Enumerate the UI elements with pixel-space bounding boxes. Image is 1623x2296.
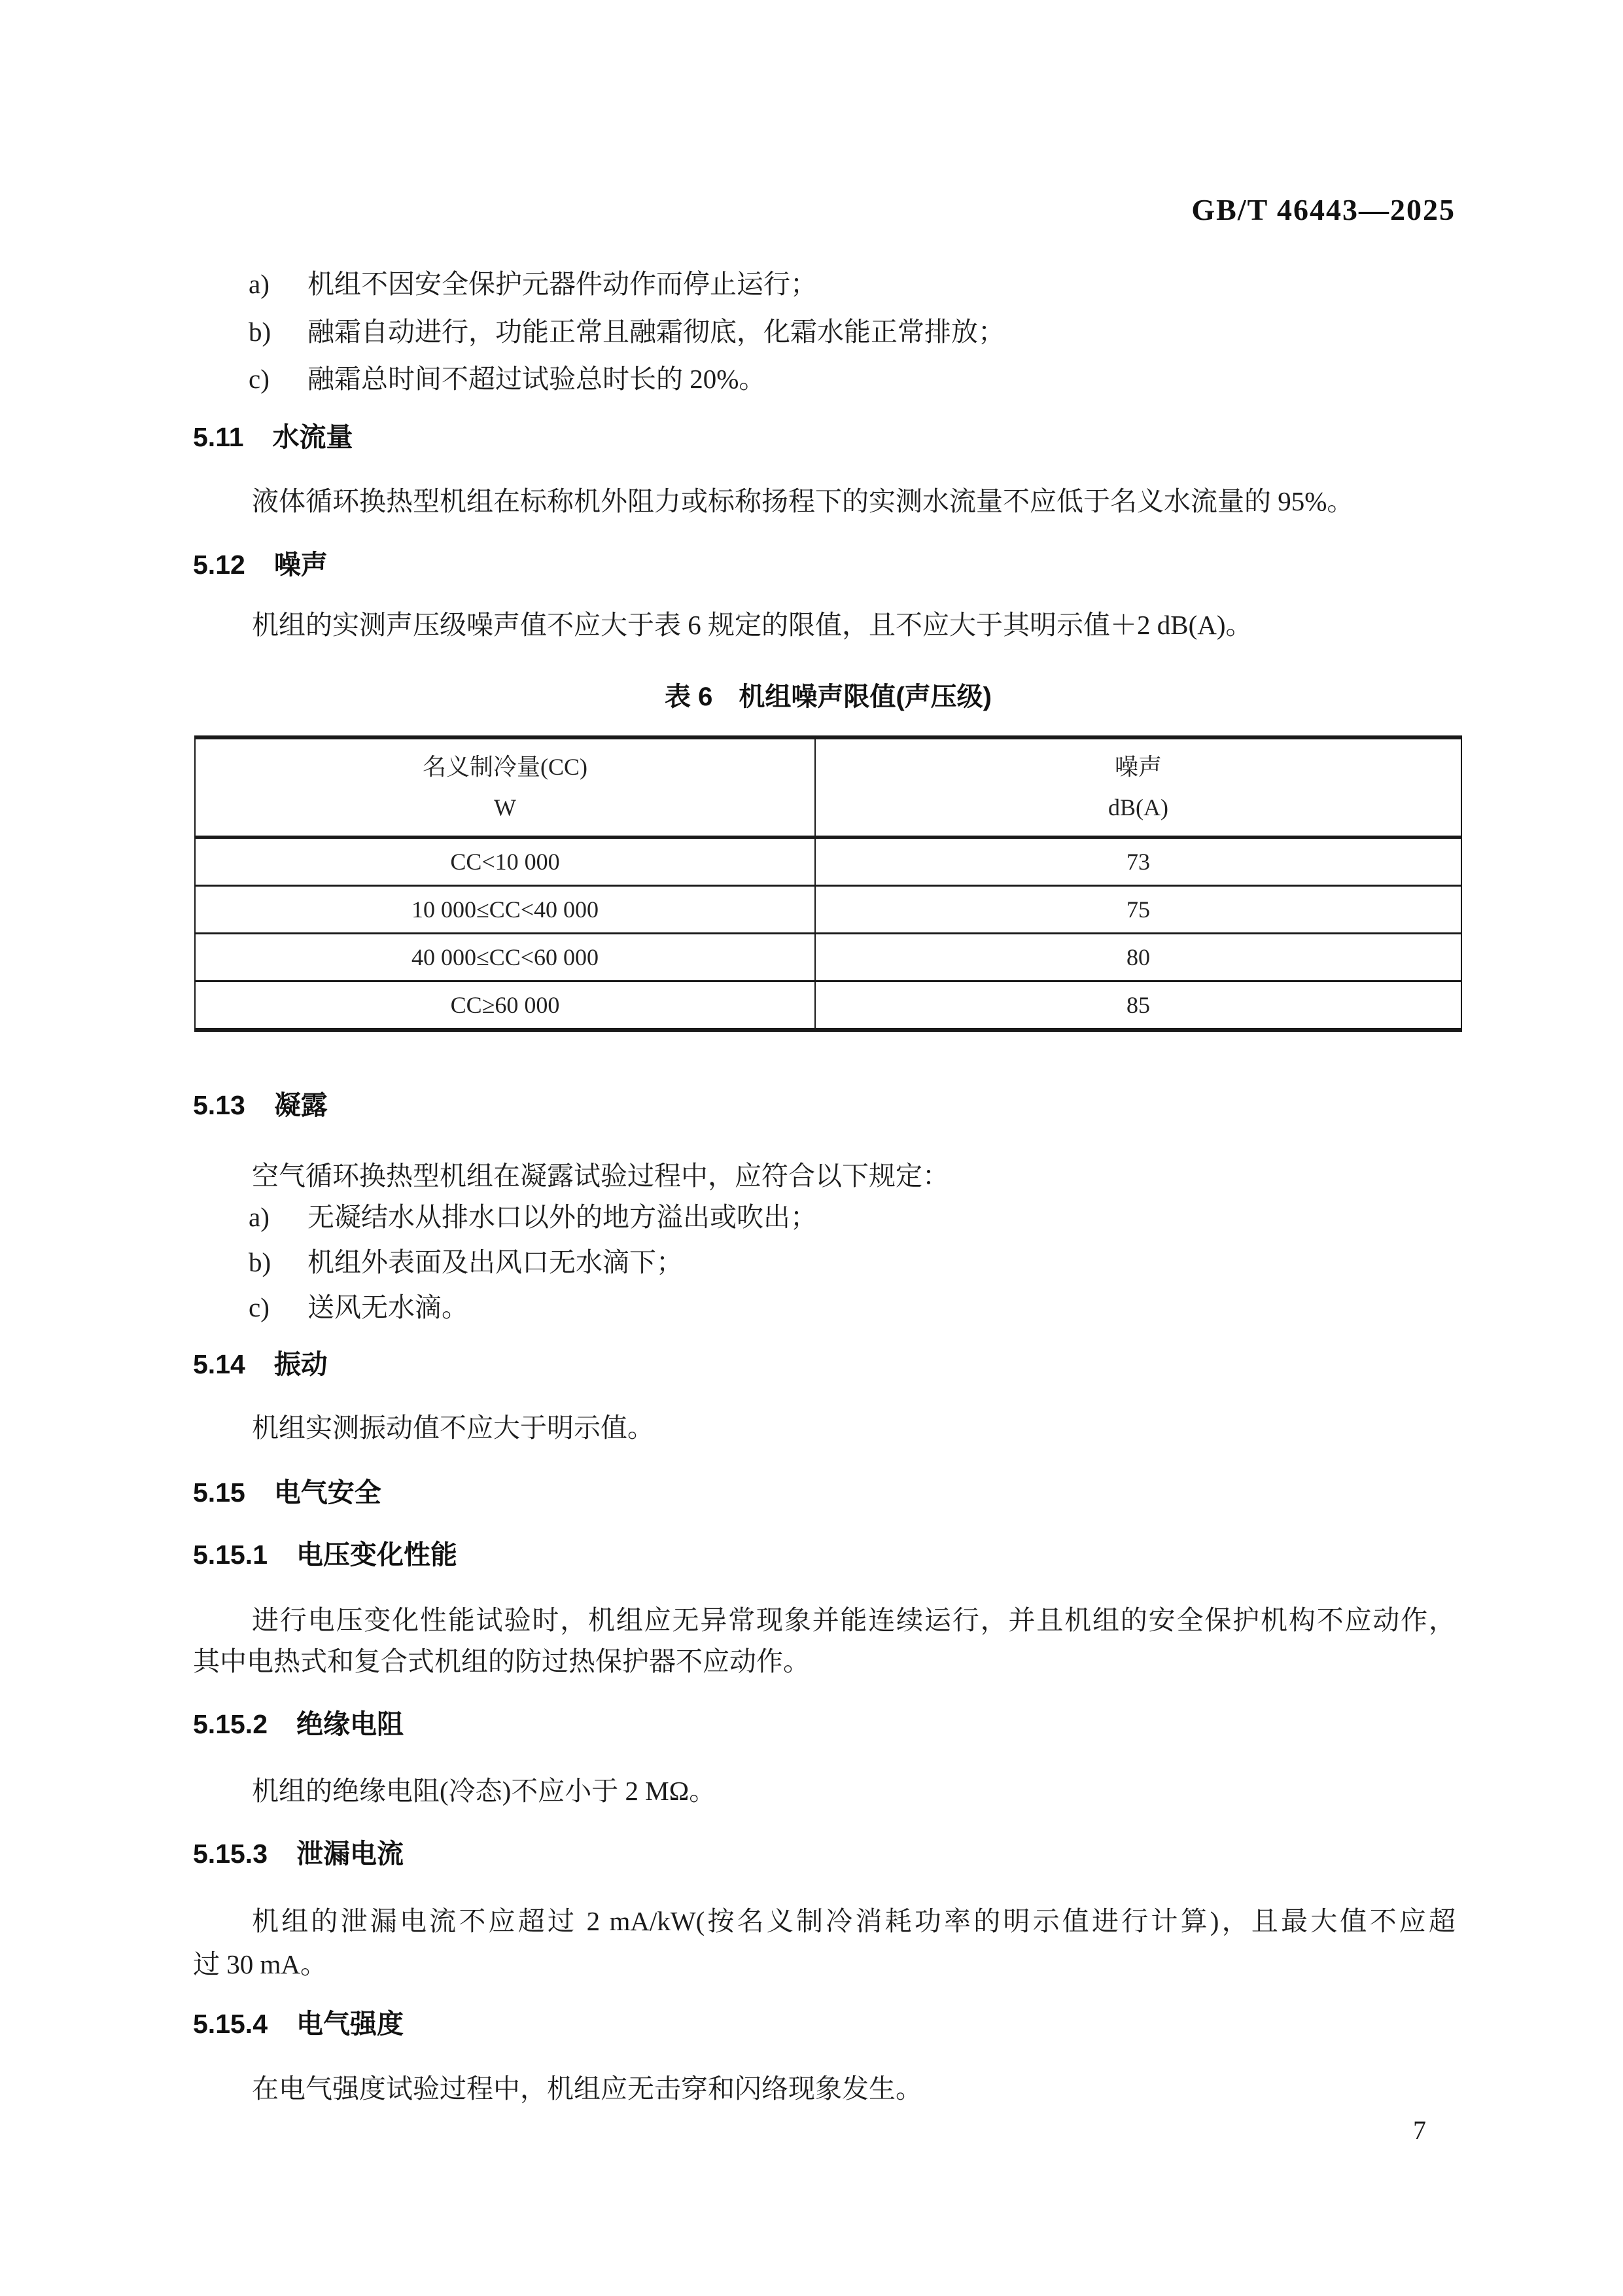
- paragraph-line: 其中电热式和复合式机组的防过热保护器不应动作。: [193, 1646, 810, 1676]
- section-title: 电气安全: [273, 1477, 381, 1508]
- section-number: 5.15: [193, 1477, 245, 1508]
- section-title: 电气强度: [296, 2009, 404, 2039]
- noise-limit-table: [194, 735, 1462, 1032]
- section-heading-5-15-2: [193, 1709, 1456, 1740]
- section-number: 5.15.4: [193, 2009, 268, 2039]
- paragraph-line: 过 30 mA。: [193, 1949, 327, 1979]
- table-header-row: [196, 739, 1461, 839]
- paragraph: [193, 1600, 1456, 1682]
- section-number: 5.14: [193, 1349, 245, 1379]
- table-row: [196, 934, 1461, 982]
- list-marker: b): [249, 1247, 271, 1277]
- page-number: 7: [1413, 2115, 1426, 2145]
- paragraph: 液体循环换热型机组在标称机外阻力或标称扬程下的实测水流量不应低于名义水流量的 95%。: [252, 486, 1354, 516]
- standard-number-header: GB/T 46443—2025: [1191, 193, 1456, 226]
- section-heading-5-14: [193, 1349, 1456, 1380]
- capacity-range-cell: 40 000≤CC<60 000: [196, 934, 816, 980]
- noise-value-cell: 75: [1126, 896, 1150, 923]
- section-title: 凝露: [273, 1090, 328, 1120]
- list-item: [193, 1200, 1456, 1235]
- section-title: 振动: [273, 1349, 328, 1379]
- section-title: 电压变化性能: [296, 1540, 457, 1570]
- paragraph: 机组的绝缘电阻(冷态)不应小于 2 MΩ。: [252, 1776, 716, 1806]
- list-marker: c): [249, 364, 270, 394]
- paragraph: 在电气强度试验过程中，机组应无击穿和闪络现象发生。: [252, 2074, 922, 2104]
- section-heading-5-15-1: [193, 1540, 1456, 1570]
- capacity-range-cell: 10 000≤CC<40 000: [196, 887, 816, 932]
- section-number: 5.15.2: [193, 1709, 268, 1739]
- section-number: 5.11: [193, 422, 244, 452]
- noise-value-cell: 85: [1126, 992, 1150, 1018]
- capacity-range-cell: CC≥60 000: [196, 982, 816, 1028]
- paragraph: 机组实测振动值不应大于明示值。: [252, 1413, 654, 1443]
- table-header-cell-noise: [816, 739, 1461, 836]
- section-number: 5.13: [193, 1090, 245, 1120]
- list-item: [193, 1245, 1456, 1280]
- list-text: 机组不因安全保护元器件动作而停止运行；: [307, 269, 817, 299]
- list-marker: c): [249, 1292, 270, 1322]
- paragraph: 机组的实测声压级噪声值不应大于表 6 规定的限值，且不应大于其明示值＋2 dB(A)。: [252, 610, 1253, 640]
- header-line: W: [494, 794, 516, 821]
- list-marker: a): [249, 1202, 270, 1232]
- noise-value-cell: 73: [1126, 849, 1150, 875]
- list-marker: b): [249, 317, 271, 347]
- header-line: 名义制冷量(CC): [422, 753, 587, 780]
- section-number: 5.12: [193, 550, 245, 580]
- list-item: [193, 315, 1456, 349]
- section-heading-5-11: [193, 422, 1456, 453]
- section-heading-5-15-4: [193, 2009, 1456, 2040]
- section-heading-5-13: [193, 1090, 1456, 1121]
- list-item: [193, 1290, 1456, 1325]
- noise-value-cell: 80: [1126, 944, 1150, 970]
- header-line: dB(A): [1108, 794, 1168, 821]
- list-text: 融霜总时间不超过试验总时长的 20%。: [307, 364, 766, 394]
- capacity-range-cell: CC<10 000: [196, 839, 816, 885]
- list-text: 无凝结水从排水口以外的地方溢出或吹出；: [307, 1202, 817, 1232]
- list-item: [193, 267, 1456, 302]
- table-row: [196, 982, 1461, 1028]
- section-number: 5.15.3: [193, 1839, 268, 1869]
- section-number: 5.15.1: [193, 1540, 268, 1570]
- section-title: 泄漏电流: [296, 1839, 404, 1869]
- section-title: 水流量: [272, 422, 353, 452]
- list-marker: a): [249, 269, 270, 299]
- list-text: 送风无水滴。: [307, 1292, 468, 1322]
- paragraph-line: 进行电压变化性能试验时，机组应无异常现象并能连续运行，并且机组的安全保护机构不应动作，: [252, 1605, 1456, 1635]
- paragraph-line: 机组的泄漏电流不应超过 2 mA/kW(按名义制冷消耗功率的明示值进行计算)，且最大值不应超: [252, 1906, 1456, 1936]
- table-caption: 表 6 机组噪声限值(声压级): [665, 682, 992, 711]
- section-title: 噪声: [273, 550, 328, 580]
- section-heading-5-15: [193, 1477, 1456, 1508]
- section-heading-5-12: [193, 550, 1456, 580]
- list-item: [193, 362, 1456, 397]
- table-row: [196, 839, 1461, 887]
- section-heading-5-15-3: [193, 1839, 1456, 1869]
- paragraph: 空气循环换热型机组在凝露试验过程中，应符合以下规定：: [252, 1161, 949, 1191]
- section-title: 绝缘电阻: [296, 1709, 404, 1739]
- list-text: 融霜自动进行，功能正常且融霜彻底，化霜水能正常排放；: [307, 317, 1005, 347]
- table-row: [196, 887, 1461, 934]
- header-line: 噪声: [1114, 753, 1162, 780]
- table-header-cell-capacity: [196, 739, 816, 836]
- list-text: 机组外表面及出风口无水滴下；: [307, 1247, 683, 1277]
- paragraph: [193, 1899, 1456, 1986]
